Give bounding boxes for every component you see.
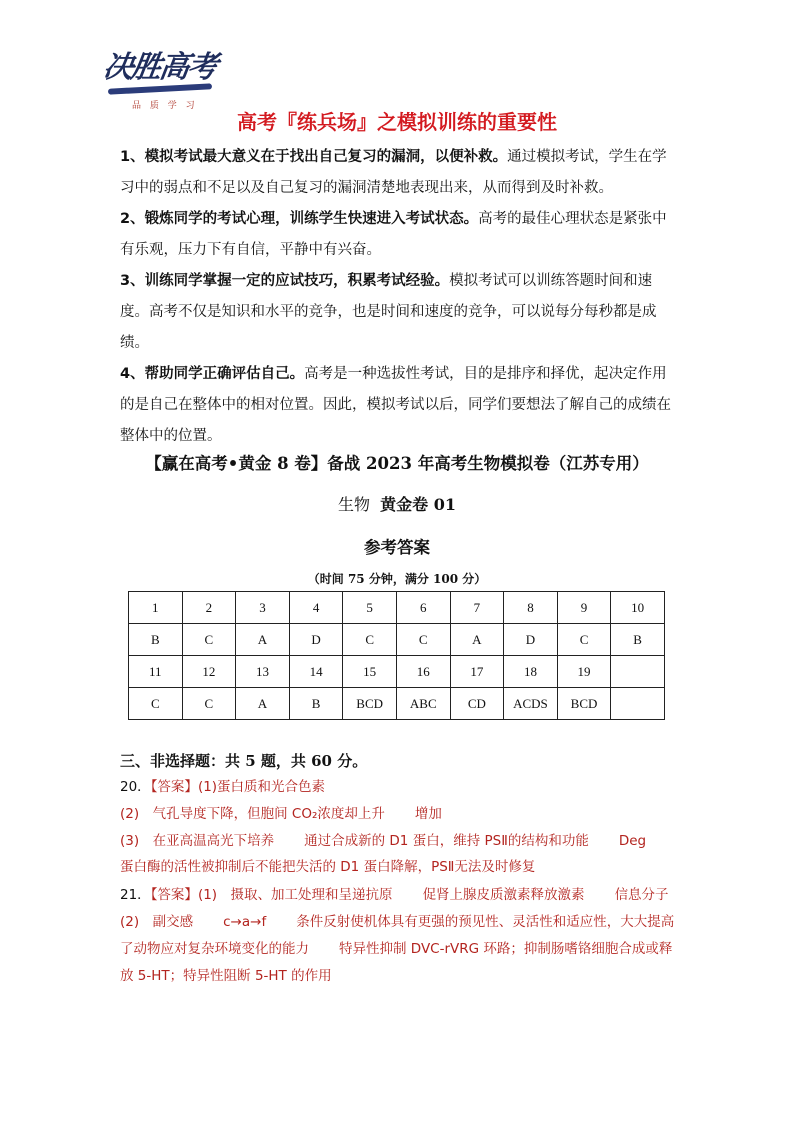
answer-table-cell: B [129, 624, 183, 656]
answer-table-cell: BCD [343, 688, 397, 720]
intro-paragraph: 2、锻炼同学的考试心理，训练学生快速进入考试状态。高考的最佳心理状态是紧张中有乐观，压力下有自信，平静中有兴奋。 [120, 211, 667, 258]
answer-table-cell: 1 [129, 592, 183, 624]
answer-table-cell: 16 [396, 656, 450, 688]
answer-table-cell: C [129, 688, 183, 720]
answer-table-cell: 2 [182, 592, 236, 624]
answer-table-cell: 6 [396, 592, 450, 624]
time-note: （时间 75 分钟，满分 100 分） [307, 572, 487, 586]
answer-table-row [129, 624, 665, 656]
subject-name: 生物 [337, 495, 370, 514]
answer-table-cell: 12 [182, 656, 236, 688]
q20-line: 20．【答案】(1)蛋白质和光合色素 [120, 779, 326, 795]
q20-line: (2) 气孔导度下降，但胞间 CO₂浓度却上升 增加 [120, 806, 442, 822]
answer-table-cell: 19 [557, 656, 611, 688]
answer-table [128, 591, 665, 720]
answer-table-cell: 3 [236, 592, 290, 624]
answer-table-cell [611, 688, 665, 720]
q21-line: 21．【答案】(1) 摄取、加工处理和呈递抗原 促肾上腺皮质激素释放激素 信息分子 [120, 887, 669, 903]
paper-name: 黄金卷 01 [380, 495, 457, 514]
answer-table-cell: CD [450, 688, 504, 720]
q21-line: (2) 副交感 c→a→f 条件反射使机体具有更强的预见性、灵活性和适应性，大大提高了动物应对复杂环境变化的能力 特异性抑制 DVC-rVRG 环路；抑制肠嗜铬细胞合成或释放 5-HT；特异性阻断 5-HT 的作用 [120, 914, 675, 984]
subject-line [0, 492, 794, 515]
intro-paragraph: 1、模拟考试最大意义在于找出自己复习的漏洞，以便补救。通过模拟考试，学生在学习中的弱点和不足以及自己复习的漏洞清楚地表现出来，从而得到及时补救。 [120, 149, 667, 196]
section-heading: 三、非选择题：共 5 题，共 60 分。 [120, 752, 368, 770]
banner-title: 高考『练兵场』之模拟训练的重要性 [237, 110, 557, 134]
intro-section [120, 142, 680, 452]
answer-table-cell: ABC [396, 688, 450, 720]
answer-table-cell: C [182, 688, 236, 720]
answer-table-row [129, 656, 665, 688]
answer-table-cell: C [343, 624, 397, 656]
logo-subtext: 品 质 学 习 [132, 101, 198, 111]
answer-table-cell: 17 [450, 656, 504, 688]
answer-table-cell: 10 [611, 592, 665, 624]
answer-table-cell: 11 [129, 656, 183, 688]
exam-title: 【赢在高考•黄金 8 卷】备战 2023 年高考生物模拟卷（江苏专用） [145, 454, 649, 473]
answer-table-cell: 4 [289, 592, 343, 624]
intro-paragraph: 3、训练同学掌握一定的应试技巧，积累考试经验。模拟考试可以训练答题时间和速度。高考不仅是知识和水平的竞争，也是时间和速度的竞争，可以说每分每秒都是成绩。 [120, 273, 657, 351]
answer-table-cell: 5 [343, 592, 397, 624]
answer-table-cell: C [557, 624, 611, 656]
answer-table-cell: B [289, 688, 343, 720]
answer-table-cell: 8 [504, 592, 558, 624]
answer-table-cell: 18 [504, 656, 558, 688]
answer-table-cell [611, 656, 665, 688]
answer-table-row [129, 592, 665, 624]
q20-line: 蛋白酶的活性被抑制后不能把失活的 D1 蛋白降解，PSⅡ无法及时修复 [120, 859, 536, 875]
answer-table-cell: A [236, 688, 290, 720]
intro-paragraph: 4、帮助同学正确评估自己。高考是一种选拔性考试，目的是排序和择优，起决定作用的是自己在整体中的相对位置。因此，模拟考试以后，同学们要想法了解自己的成绩在整体中的位置。 [120, 366, 671, 444]
answer-title: 参考答案 [364, 538, 430, 557]
logo [101, 38, 224, 111]
answer-table-cell: C [182, 624, 236, 656]
answer-table-cell: A [236, 624, 290, 656]
answer-table-cell: 7 [450, 592, 504, 624]
answer-table-cell: A [450, 624, 504, 656]
answer-table-row [129, 688, 665, 720]
answer-table-cell: ACDS [504, 688, 558, 720]
answer-table-cell: C [396, 624, 450, 656]
answer-table-cell: B [611, 624, 665, 656]
q20-line: (3) 在亚高温高光下培养 通过合成新的 D1 蛋白，维持 PSⅡ的结构和功能 Deg [120, 833, 647, 849]
answer-table-cell: 15 [343, 656, 397, 688]
answer-table-cell: BCD [557, 688, 611, 720]
answer-table-cell: D [504, 624, 558, 656]
answer-table-cell: 13 [236, 656, 290, 688]
answer-table-cell: D [289, 624, 343, 656]
answer-table-cell: 9 [557, 592, 611, 624]
q21-answer [120, 882, 680, 990]
q20-answer [120, 774, 680, 880]
answer-table-cell: 14 [289, 656, 343, 688]
logo-text: 决胜高考 [101, 50, 218, 85]
